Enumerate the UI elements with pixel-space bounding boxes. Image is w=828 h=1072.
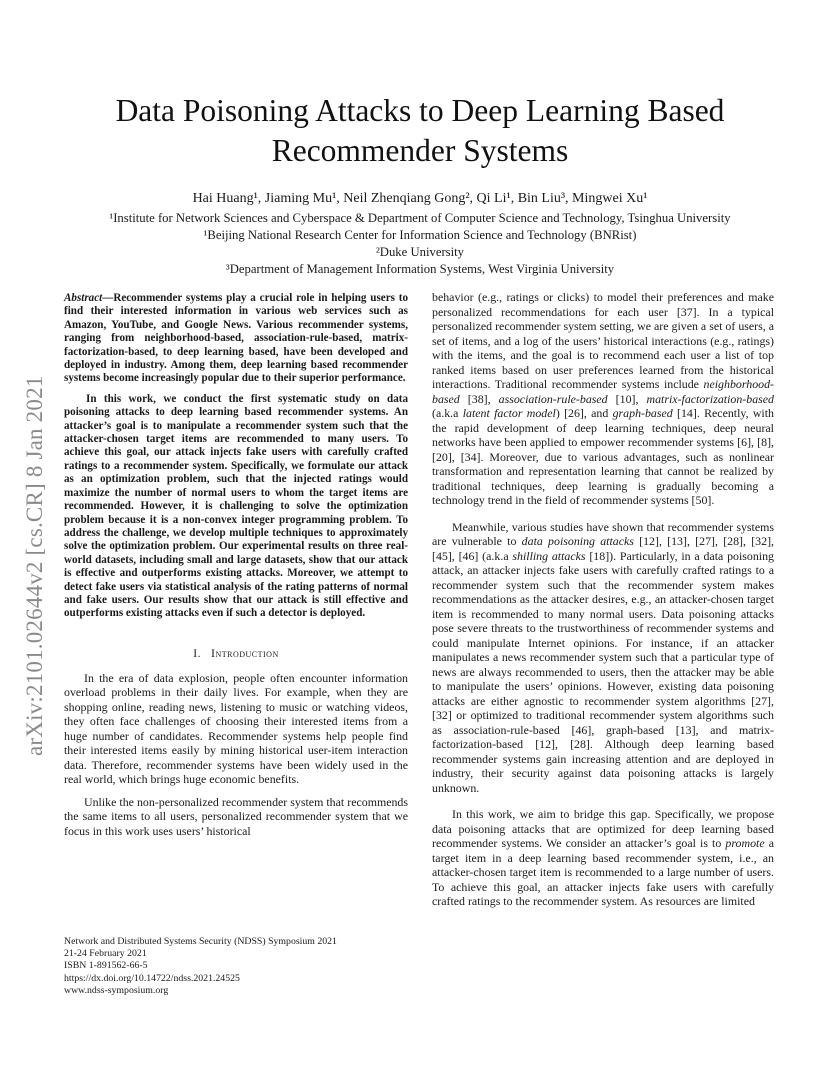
text-run: [38], — [459, 391, 499, 406]
body-paragraph: Unlike the non-personalized recommender system that recommends the same items to all users, personalized recommender system that we focus in this work uses users’ historical — [64, 794, 408, 838]
footnote-doi-link[interactable]: https://dx.doi.org/10.14722/ndss.2021.24525 — [64, 972, 240, 984]
emphasis: shilling attacks — [512, 548, 586, 563]
text-run: [14]. Recently, with the rapid development of deep learning techniques, deep neural networks have been applied to empower recommender systems [6], [8], [20], [34]. Moreover, due to various advantages, such as nonlinear transformation and representation learning that cannot be realized by traditional techniques, deep learning is gradually becoming a technology trend in the field of recommender systems [50]. — [432, 406, 774, 507]
section-heading — [64, 646, 408, 661]
affiliation: ¹Beijing National Research Center for Information Science and Technology (BNRist) — [203, 228, 637, 242]
abstract — [64, 292, 408, 621]
abstract-paragraph: In this work, we conduct the first systematic study on data poisoning attacks to deep learning based recommender systems. An attacker’s goal is to manipulate a recommender system such that the attacker-chosen target items are recommended to many users. To achieve this goal, our attack injects fake users with carefully crafted ratings to a recommender system. Specifically, we formulate our attack as an optimization problem, such that the injected ratings would maximize the number of normal users to whom the target items are recommended. However, it is challenging to solve the optimization problem because it is a non-convex integer programming problem. To address the challenge, we develop multiple techniques to approximately solve the optimization problem. Our experimental results on three real-world datasets, including small and large datasets, show that our attack is effective and outperforms existing attacks. Moreover, we attempt to detect fake users via statistical analysis of the rating patterns of normal and fake users. Our results show that our attack is still effective and outperforms existing attacks even if such a detector is deployed. — [64, 392, 408, 620]
emphasis: matrix-factorization-based — [646, 391, 774, 406]
abstract-paragraph — [64, 292, 408, 386]
footnote-url-link[interactable]: www.ndss-symposium.org — [64, 984, 169, 996]
text-run: [18]). Particularly, in a data poisoning attack, an attacker injects fake users with carefully crafted ratings to a recommender system such that the recommender system makes recommendations as the attacker desires, e.g., an attacker-chosen target item is recommended to many normal users. Data poisoning attacks pose severe threats to the trustworthiness of recommender systems and could manipulate Internet opinions. For instance, if an attacker manipulates a news recommender system such that a particular type of news are always recommended to users, then the attacker may be able to manipulate the users’ opinions. However, existing data poisoning attacks are either agnostic to recommender system algorithms [27], [32] or optimized to traditional recommender system algorithms such as association-rule-based [46], graph-based [13], and matrix-factorization-based [12], [28]. Although deep learning based recommender systems gain increasing attention and are deployed in industry, their security against data poisoning attacks is largely unknown. — [432, 548, 774, 795]
text-run: (a.k.a — [432, 406, 463, 420]
abstract-label: Abstract — [64, 292, 103, 304]
arxiv-identifier: arXiv:2101.02644v2 [cs.CR] 8 Jan 2021 — [22, 375, 47, 756]
emphasis: association-rule-based — [498, 391, 608, 406]
intro-left-text — [64, 671, 408, 839]
body-paragraph — [432, 290, 774, 508]
affiliation: ²Duke University — [375, 245, 465, 259]
title-line: Recommender Systems — [271, 133, 569, 169]
emphasis: graph-based — [612, 406, 673, 420]
emphasis: data poisoning attacks — [521, 534, 634, 548]
footnote — [64, 936, 408, 997]
text-run: In this work, we aim to bridge this gap. Specifically, we propose data poisoning attacks that are optimized for deep learning based recommender systems. We consider an attacker’s goal is to — [432, 807, 774, 850]
text-run: behavior (e.g., ratings or clicks) to model their preferences and make personalized recommendations for each user [37]. In a typical personalized recommender system setting, we are given a set of users, a set of items, and a log of the users’ historical interactions (e.g., ratings) with the items, and the goal is to recommend each user a list of top ranked items based on user preferences learned from the historical interactions. Traditional recommender systems include — [432, 290, 774, 391]
title-line: Data Poisoning Attacks to Deep Learning Based — [115, 93, 725, 129]
affiliation: ¹Institute for Network Sciences and Cyberspace & Department of Computer Science and Technology, Tsinghua University — [109, 211, 731, 225]
section-number: I. — [193, 647, 201, 660]
footnote-line: Network and Distributed Systems Security (NDSS) Symposium 2021 — [64, 936, 337, 947]
emphasis: latent factor model — [462, 406, 556, 420]
text-run: a target item in a deep learning based recommender system, i.e., an attacker-chosen target item is recommended to a large number of users. To achieve this goal, an attacker injects fake users with carefully crafted ratings to the recommender system. As resources are limited — [432, 836, 774, 908]
body-paragraph — [432, 807, 774, 909]
text-run: Meanwhile, various studies have shown that recommender systems are vulnerable to — [432, 519, 774, 548]
body-paragraph: In the era of data explosion, people often encounter information overload problems in their daily lives. For example, when they are shopping online, reading news, listening to music or watching videos, they often face challenges of choosing their interested items from a huge number of candidates. Recommender systems help people find their interested items easily by mining historical user-item interaction data. Therefore, recommender systems have been widely used in the real world, which brings huge economic benefits. — [64, 670, 408, 787]
text-run: [12], [13], [27], [28], [32], [45], [46] (a.k.a — [432, 534, 775, 563]
right-column — [432, 290, 774, 909]
emphasis: neighborhood-based — [432, 377, 774, 406]
footnote-line: ISBN 1-891562-66-5 — [64, 960, 148, 972]
section-title: Introduction — [210, 645, 279, 660]
emphasis: promote — [725, 836, 765, 850]
footnote-line: 21-24 February 2021 — [64, 948, 147, 960]
affiliation: ³Department of Management Information Systems, West Virginia University — [225, 262, 615, 276]
text-run: ) [26], and — [555, 406, 613, 420]
left-column — [64, 292, 408, 838]
paper-title — [60, 91, 780, 171]
body-paragraph — [432, 520, 774, 796]
abstract-text: —Recommender systems play a crucial role in helping users to find their interested information in various web services such as Amazon, YouTube, and Google News. Various recommender systems, ranging from neighborhood-based, association-rule-based, matrix-factorization-based, to deep learning based, have been developed and deployed in industry. Among them, deep learning based recommender systems become increasingly popular due to their superior performance. — [64, 292, 408, 385]
text-run: [10], — [607, 391, 647, 406]
author-list: Hai Huang¹, Jiaming Mu¹, Neil Zhenqiang Gong², Qi Li¹, Bin Liu³, Mingwei Xu¹ — [192, 191, 648, 206]
